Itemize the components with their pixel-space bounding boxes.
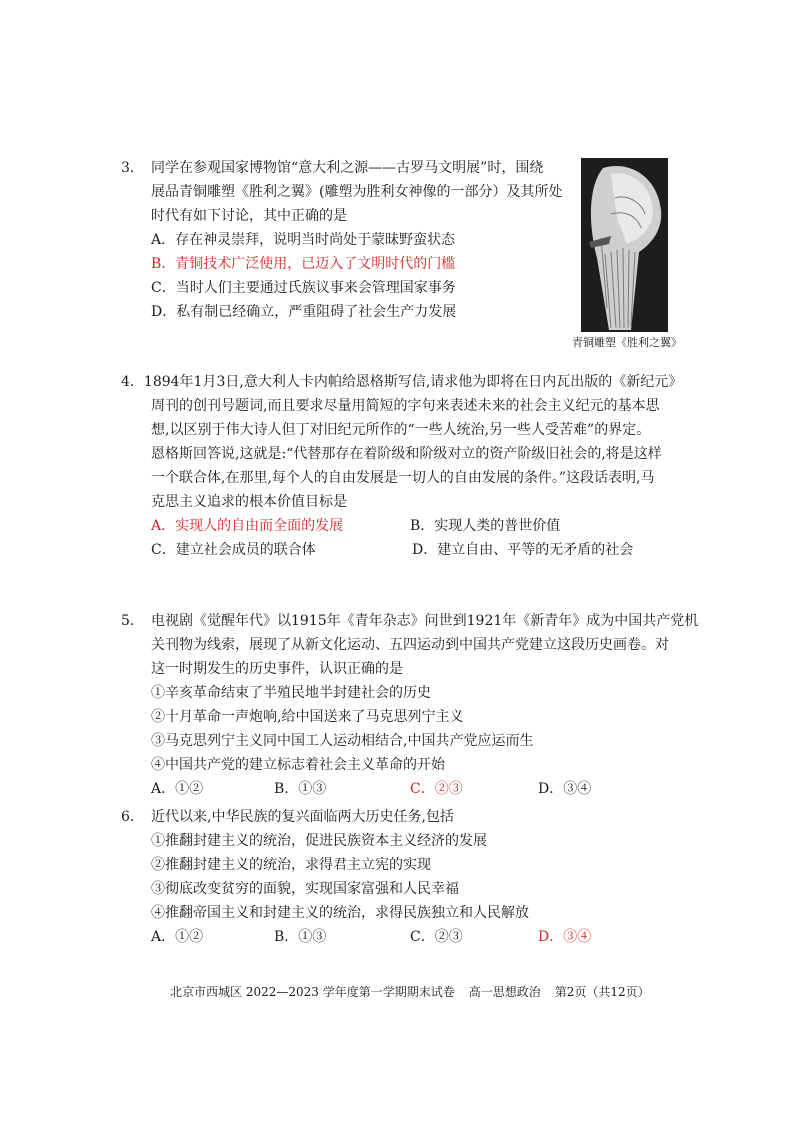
q3-option-c: C．当时人们主要通过氏族议事来会管理国家事务 — [151, 280, 456, 296]
q5-statement-1: ①辛亥革命结束了半殖民地半封建社会的历史 — [151, 685, 431, 701]
q4-first-line — [121, 372, 682, 392]
q4-stem-line-3: 想,以区别于伟大诗人但丁对旧纪元所作的“一些人统治,另一些人受苦难”的界定。 — [151, 422, 651, 438]
q3-number: 3． — [121, 160, 144, 176]
q6-statement-3: ③彻底改变贫穷的面貌，实现国家富强和人民幸福 — [151, 881, 459, 897]
footer-subject: 高一思想政治 — [468, 985, 541, 999]
wing-illustration — [581, 158, 668, 332]
q5-number: 5． — [121, 613, 144, 629]
q6-statement-1: ①推翻封建主义的统治，促进民族资本主义经济的发展 — [151, 833, 487, 849]
q4-stem-line-5: 一个联合体,在那里,每个人的自由发展是一切人的自由发展的条件。”这段话表明,马 — [151, 470, 655, 486]
q4-number: 4． — [121, 374, 144, 390]
q4-stem-line-4: 恩格斯回答说,这就是:“代替那存在着阶级和阶级对立的资产阶级旧社会的,将是这样 — [151, 446, 662, 462]
page-footer — [170, 984, 664, 1000]
q3-option-d: D．私有制已经确立，严重阻碍了社会生产力发展 — [151, 304, 457, 320]
q4-option-d: D．建立自由、平等的无矛盾的社会 — [412, 542, 634, 558]
q6-stem-line-1: 近代以来,中华民族的复兴面临两大历史任务,包括 — [151, 809, 454, 825]
q6-option-a: A．①② — [151, 929, 204, 945]
q6-option-b: B．①③ — [274, 929, 327, 945]
q5-option-b: B．①③ — [274, 781, 327, 797]
q3-option-b-answer: B．青铜技术广泛使用，已迈入了文明时代的门槛 — [151, 256, 456, 272]
q5-option-a: A．①② — [151, 781, 204, 797]
figure-caption: 青铜雕塑《胜利之翼》 — [572, 336, 682, 349]
q6-option-c: C．②③ — [410, 929, 463, 945]
q5-stem-line-3: 这一时期发生的历史事件，认识正确的是 — [151, 661, 403, 677]
sculpture-wing-image — [581, 158, 668, 332]
q5-statement-4: ④中国共产党的建立标志着社会主义革命的开始 — [151, 757, 445, 773]
q3-stem-line-1: 同学在参观国家博物馆“意大利之源——古罗马文明展”时，围绕 — [151, 160, 544, 176]
q5-stem-line-2: 关刊物为线索，展现了从新文化运动、五四运动到中国共产党建立这段历史画卷。对 — [151, 637, 669, 653]
q6-statement-4: ④推翻帝国主义和封建主义的统治，求得民族独立和人民解放 — [151, 905, 529, 921]
q4-option-c: C．建立社会成员的联合体 — [151, 542, 316, 558]
q6-number: 6． — [121, 809, 144, 825]
q4-option-b: B．实现人类的普世价值 — [410, 518, 561, 534]
q5-statement-2: ②十月革命一声炮响,给中国送来了马克思列宁主义 — [151, 709, 464, 725]
q5-stem-line-1: 电视剧《觉醒年代》以1915年《青年杂志》问世到1921年《新青年》成为中国共产党机 — [151, 613, 699, 629]
q5-option-c-answer: C．②③ — [410, 781, 463, 797]
q5-statement-3: ③马克思列宁主义同中国工人运动相结合,中国共产党应运而生 — [151, 733, 534, 749]
q3-stem-line-3: 时代有如下讨论，其中正确的是 — [151, 208, 347, 224]
footer-exam-title: 北京市西城区 2022—2023 学年度第一学期期末试卷 — [170, 985, 455, 999]
footer-page-number: 第2页（共12页） — [554, 985, 650, 999]
q3-option-a: A．存在神灵崇拜，说明当时尚处于蒙昧野蛮状态 — [151, 232, 456, 248]
q4-stem-line-6: 克思主义追求的根本价值目标是 — [151, 494, 347, 510]
q4-option-a-answer: A．实现人的自由而全面的发展 — [151, 518, 344, 534]
q3-stem-line-2: 展品青铜雕塑《胜利之翼》(雕塑为胜利女神像的一部分）及其所处 — [151, 184, 563, 200]
q6-option-d-answer: D．③④ — [538, 929, 592, 945]
q4-stem-line-2: 周刊的创刊号题词,而且要求尽量用简短的字句来表述未来的社会主义纪元的基本思 — [151, 398, 660, 414]
q5-option-d: D．③④ — [538, 781, 592, 797]
q6-statement-2: ②推翻封建主义的统治，求得君主立宪的实现 — [151, 857, 431, 873]
q4-stem-line-1: 1894年1月3日,意大利人卡内帕给恩格斯写信,请求他为即将在日内瓦出版的《新纪元》 — [143, 374, 683, 390]
